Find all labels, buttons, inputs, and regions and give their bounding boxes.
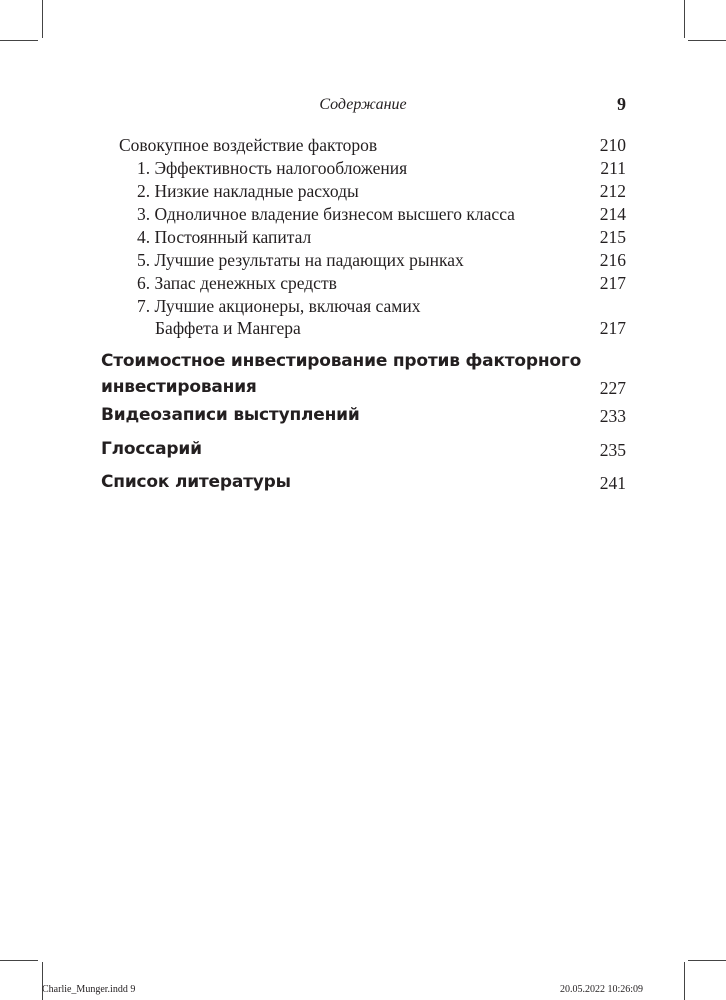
- toc-chapter[interactable]: [0, 402, 726, 429]
- toc-entry-title-line1: 7. Лучшие акционеры, включая самих: [137, 296, 421, 316]
- crop-mark: [684, 0, 685, 38]
- toc-entry-page: 216: [599, 250, 626, 270]
- toc-entry-title: 4. Постоянный капитал: [137, 227, 312, 247]
- toc-entry-title: Совокупное воздействие факторов: [119, 135, 378, 155]
- toc-entry[interactable]: [0, 203, 726, 225]
- toc-entry-page: 217: [599, 273, 626, 293]
- toc-entry-title: 2. Низкие накладные расходы: [137, 181, 359, 201]
- toc-chapter-title-line2: инвестирования: [101, 377, 257, 397]
- crop-mark: [688, 40, 726, 41]
- toc-entry-title: 3. Одноличное владение бизнесом высшего класса: [137, 204, 515, 224]
- toc-chapter[interactable]: [0, 469, 726, 496]
- toc-entry-page: 211: [600, 158, 626, 178]
- toc-entry-title: 6. Запас денежных средств: [137, 273, 337, 293]
- toc-entry[interactable]: [0, 134, 726, 156]
- toc-chapter-page: 235: [599, 440, 626, 460]
- crop-mark: [684, 962, 685, 1000]
- toc-chapter-title-line1: Стоимостное инвестирование против факторного: [101, 351, 582, 371]
- running-header-page-number: 9: [617, 94, 626, 114]
- footer-filename: Charlie_Munger.indd 9: [42, 984, 136, 995]
- toc-entry[interactable]: [0, 249, 726, 271]
- toc-entry-title: 1. Эффективность налогообложения: [137, 158, 408, 178]
- toc-chapter[interactable]: [0, 436, 726, 463]
- toc-chapter-page: 227: [599, 378, 626, 398]
- toc-entry-page: 214: [599, 204, 626, 224]
- crop-mark: [0, 40, 38, 41]
- toc-entry[interactable]: [0, 272, 726, 294]
- toc-entry-title: 5. Лучшие результаты на падающих рынках: [137, 250, 464, 270]
- toc-chapter-page: 233: [599, 406, 626, 426]
- crop-mark: [42, 0, 43, 38]
- toc-chapter[interactable]: [0, 348, 726, 402]
- toc-chapter-page: 241: [599, 473, 626, 493]
- toc-entry[interactable]: [0, 180, 726, 202]
- toc-entry-page: 210: [599, 135, 626, 155]
- toc-entry[interactable]: [0, 295, 726, 339]
- crop-mark: [688, 960, 726, 961]
- toc-chapter-title: Список литературы: [101, 472, 291, 492]
- running-header-title: Содержание: [319, 96, 407, 113]
- crop-mark: [0, 960, 38, 961]
- footer-timestamp: 20.05.2022 10:26:09: [560, 984, 644, 995]
- toc-chapter-title: Видеозаписи выступлений: [101, 405, 360, 425]
- toc-chapter-title: Глоссарий: [101, 439, 202, 459]
- toc-entry-page: 217: [599, 318, 626, 338]
- toc-entry-page: 212: [599, 181, 626, 201]
- toc-entry-page: 215: [599, 227, 626, 247]
- toc-entry[interactable]: [0, 226, 726, 248]
- toc-entry[interactable]: [0, 157, 726, 179]
- toc-entry-title-line2: Баффета и Мангера: [155, 318, 301, 338]
